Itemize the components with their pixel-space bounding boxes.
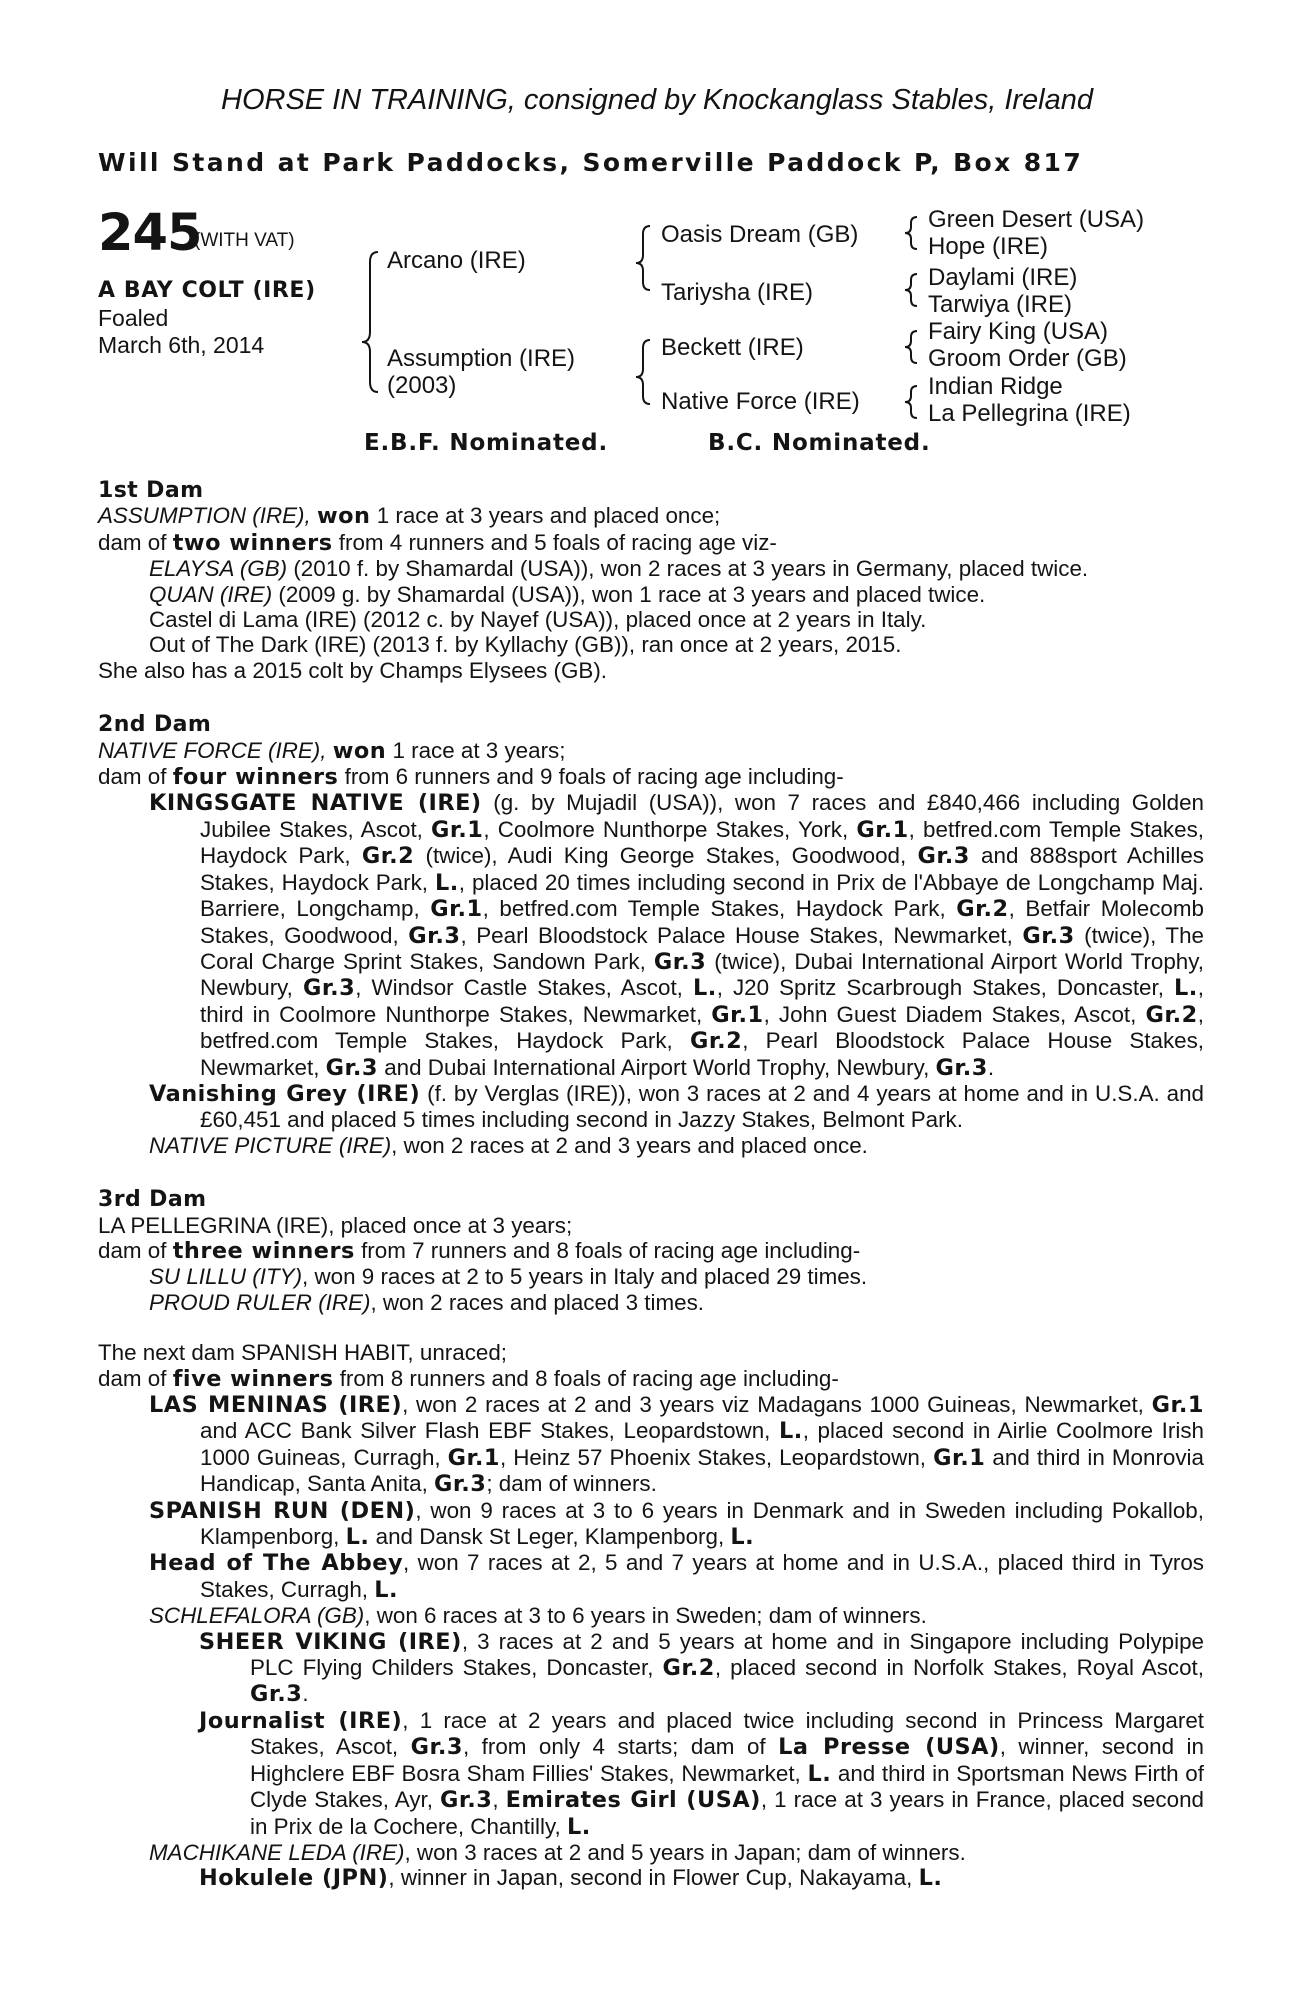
produce-journalist: Journalist (IRE), 1 race at 2 years and placed twice including second in Princess Margaret Stakes, Ascot, Gr.3, from only 4 starts; dam of La Presse (USA), winner, second in Highclere EBF Bosra Sham Fillies' Stakes, Newmarket, L. and third in Sportsman News Firth of Clyde Stakes, Ayr, Gr.3, Emirates Girl (USA), 1 race at 3 years in France, placed second in Prix de la Cochere, Chantilly, L.	[199, 1707, 1204, 1840]
ancestor-2: Hope (IRE)	[928, 233, 1049, 260]
produce-elaysa: ELAYSA (GB) (2010 f. by Shamardal (USA)), won 2 races at 3 years in Germany, placed twice.	[149, 556, 1089, 582]
produce-vanishing-grey: Vanishing Grey (IRE) (f. by Verglas (IRE)), won 3 races at 2 and 4 years at home and in U.S.A. and £60,451 and placed 5 times including second in Jazzy Stakes, Belmont Park.	[149, 1080, 1204, 1133]
produce-out-of-the-dark: Out of The Dark (IRE) (2013 f. by Kyllachy (GB)), ran once at 2 years, 2015.	[149, 632, 902, 658]
vat-note: (WITH VAT)	[194, 230, 295, 251]
produce-head-of-the-abbey: Head of The Abbey, won 7 races at 2, 5 and 7 years at home and in U.S.A., placed third in Tyros Stakes, Curragh, L.	[149, 1550, 1204, 1603]
ancestor-3: Daylami (IRE)	[928, 264, 1078, 291]
first-dam-produce-summary: dam of two winners from 4 runners and 5 foals of racing age viz-	[98, 529, 777, 556]
produce-2015-colt: She also has a 2015 colt by Champs Elysees (GB).	[98, 657, 608, 683]
sire: Arcano (IRE)	[387, 247, 526, 274]
second-dam-produce-summary: dam of four winners from 6 runners and 9 foals of racing age including-	[98, 764, 844, 791]
ancestor-6: Groom Order (GB)	[928, 345, 1127, 372]
ancestor-8: La Pellegrina (IRE)	[928, 400, 1131, 427]
ebf-nominated: E.B.F. Nominated.	[364, 430, 608, 456]
ancestor-4: Tarwiya (IRE)	[928, 291, 1073, 318]
stand-location: Will Stand at Park Paddocks, Somerville Paddock P, Box 817	[98, 148, 1084, 177]
ancestor-1: Green Desert (USA)	[928, 206, 1145, 233]
produce-proud-ruler: PROUD RULER (IRE), won 2 races and placed 3 times.	[149, 1289, 704, 1315]
third-dam-line: LA PELLEGRINA (IRE), placed once at 3 years;	[98, 1212, 573, 1238]
produce-quan: QUAN (IRE) (2009 g. by Shamardal (USA)), won 1 race at 3 years and placed twice.	[149, 581, 986, 607]
dam-dam: Native Force (IRE)	[661, 388, 860, 415]
first-dam-heading: 1st Dam	[98, 478, 204, 503]
third-dam-heading: 3rd Dam	[98, 1187, 207, 1213]
sire-sire: Oasis Dream (GB)	[661, 221, 859, 248]
produce-native-picture: NATIVE PICTURE (IRE), won 2 races at 2 and 3 years and placed once.	[149, 1132, 868, 1158]
bc-nominated: B.C. Nominated.	[708, 430, 931, 456]
second-dam-line: NATIVE FORCE (IRE), won 1 race at 3 years;	[98, 737, 566, 764]
first-dam-line: ASSUMPTION (IRE), won 1 race at 3 years and placed once;	[98, 503, 721, 530]
second-dam-heading: 2nd Dam	[98, 712, 212, 738]
third-dam-produce-summary: dam of three winners from 7 runners and 8 foals of racing age including-	[98, 1237, 861, 1264]
dam-sire: Beckett (IRE)	[661, 334, 804, 361]
catalogue-body	[98, 478, 1204, 1892]
sire-dam: Tariysha (IRE)	[661, 279, 814, 306]
ancestor-5: Fairy King (USA)	[928, 318, 1109, 345]
produce-kingsgate-native: KINGSGATE NATIVE (IRE) (g. by Mujadil (USA)), won 7 races and £840,466 including Golden Jubilee Stakes, Ascot, Gr.1, Coolmore Nunthorpe Stakes, York, Gr.1, betfred.com Temple Stakes, Haydock Park, Gr.2 (twice), Audi King George Stakes, Goodwood, Gr.3 and 888sport Achilles Stakes, Haydock Park, L., placed 20 times including second in Prix de l'Abbaye de Longchamp Maj. Barriere, Longchamp, Gr.1, betfred.com Temple Stakes, Haydock Park, Gr.2, Betfair Molecomb Stakes, Goodwood, Gr.3, Pearl Bloodstock Palace House Stakes, Newmarket, Gr.3 (twice), The Coral Charge Sprint Stakes, Sandown Park, Gr.3 (twice), Dubai International Airport World Trophy, Newbury, Gr.3, Windsor Castle Stakes, Ascot, L., J20 Spritz Scarbrough Stakes, Doncaster, L., third in Coolmore Nunthorpe Stakes, Newmarket, Gr.1, John Guest Diadem Stakes, Ascot, Gr.2, betfred.com Temple Stakes, Haydock Park, Gr.2, Pearl Bloodstock Palace House Stakes, Newmarket, Gr.3 and Dubai International Airport World Trophy, Newbury, Gr.3.	[149, 790, 1205, 1081]
dam-year: (2003)	[387, 372, 457, 399]
bracket-sire-dam	[0, 0, 1, 1]
lot-number: 245	[98, 204, 202, 263]
foaled-date: March 6th, 2014	[98, 332, 265, 358]
produce-spanish-run: SPANISH RUN (DEN), won 9 races at 3 to 6 years in Denmark and in Sweden including Pokallob, Klampenborg, L. and Dansk St Leger, Klampenborg, L.	[149, 1497, 1204, 1551]
produce-hokulele: Hokulele (JPN), winner in Japan, second in Flower Cup, Nakayama, L.	[199, 1865, 943, 1892]
dam: Assumption (IRE)	[387, 345, 576, 372]
produce-las-meninas: LAS MENINAS (IRE), won 2 races at 2 and 3 years viz Madagans 1000 Guineas, Newmarket, Gr.1 and ACC Bank Silver Flash EBF Stakes, Leopardstown, L., placed second in Airlie Coolmore Irish 1000 Guineas, Curragh, Gr.1, Heinz 57 Phoenix Stakes, Leopardstown, Gr.1 and third in Monrovia Handicap, Santa Anita, Gr.3; dam of winners.	[149, 1392, 1204, 1498]
produce-su-lillu: SU LILLU (ITY), won 9 races at 2 to 5 years in Italy and placed 29 times.	[149, 1264, 868, 1290]
ancestor-7: Indian Ridge	[928, 373, 1063, 400]
produce-sheer-viking: SHEER VIKING (IRE), 3 races at 2 and 5 years at home and in Singapore including Polypipe PLC Flying Childers Stakes, Doncaster, Gr.2, placed second in Norfolk Stakes, Royal Ascot, Gr.3.	[199, 1628, 1204, 1708]
lot-name: A BAY COLT (IRE)	[98, 278, 316, 303]
page-title: HORSE IN TRAINING, consigned by Knockanglass Stables, Ireland	[221, 84, 1093, 116]
produce-castel-di-lama: Castel di Lama (IRE) (2012 c. by Nayef (USA)), placed once at 2 years in Italy.	[149, 607, 927, 633]
produce-machikane-leda: MACHIKANE LEDA (IRE), won 3 races at 2 and 5 years in Japan; dam of winners.	[149, 1839, 966, 1865]
next-dam-line: The next dam SPANISH HABIT, unraced;	[98, 1340, 508, 1366]
foaled-label: Foaled	[98, 305, 169, 331]
next-dam-produce-summary: dam of five winners from 8 runners and 8 foals of racing age including-	[98, 1365, 839, 1392]
produce-schlefalora: SCHLEFALORA (GB), won 6 races at 3 to 6 years in Sweden; dam of winners.	[149, 1603, 927, 1629]
